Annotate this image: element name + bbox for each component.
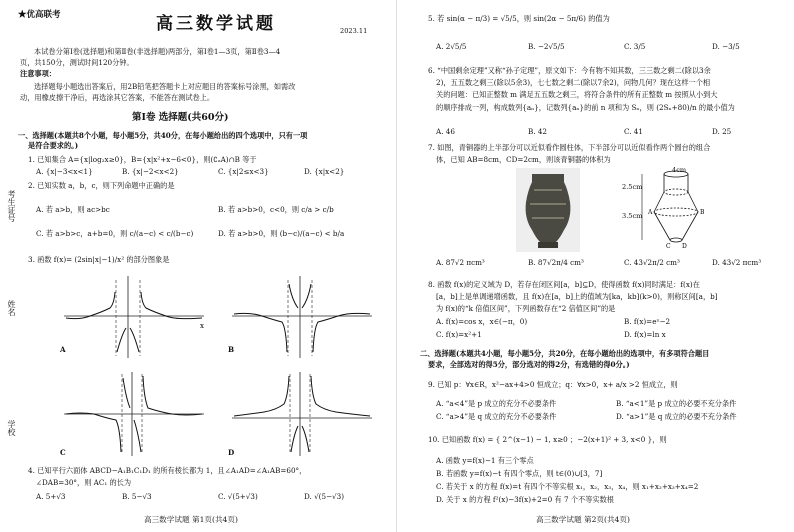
- question-2: 2. 已知实数 a，b，c，则下列命题中正确的是: [28, 181, 175, 190]
- part-heading: 是符合要求的。): [28, 141, 79, 150]
- option: C. 若关于 x 的方程 f(x)=t 有四个不等实根 x₁，x₂，x₃，x₄，则 x₁+x₂+x₃+x₄=2: [436, 482, 699, 491]
- option: C. √(5+√3): [218, 492, 258, 501]
- option: C. 若 a>b>c，a+b=0，则 c/(a−c) < c/(b−c): [36, 229, 194, 238]
- vessel-geometry-diagram: [628, 166, 720, 256]
- graph-label-b: B: [228, 345, 235, 354]
- graph-b: [228, 272, 376, 360]
- question-6: 6. “中国剩余定理”又称“孙子定理”，原文如下：今有物不知其数，三三数之剩二(除以3余: [428, 66, 711, 75]
- question-6-cont: 2)，五五数之剩三(除以5余3)，七七数之剩二(除以7余2)，问物几何？现在这样一个相: [436, 78, 711, 87]
- question-8-cont: 为 f(x)的“k 倍值区间”，下列函数存在“2 倍值区间”的是: [436, 304, 616, 313]
- option: B. f(x)=eˣ−2: [624, 317, 671, 326]
- graph-label-a: A: [60, 345, 66, 354]
- graph-label-d: D: [228, 448, 235, 457]
- dim-label: 4cm: [672, 166, 687, 174]
- option: D. −3/5: [712, 42, 740, 51]
- part-heading: 一、选择题(本题共8个小题，每小题5分，共40分，在每小题给出的四个选项中，只有一项: [18, 131, 308, 140]
- option: D. “a>1”是 q 成立的必要不充分条件: [616, 412, 737, 421]
- option: A. 函数 y=f(x)−1 有三个零点: [436, 456, 534, 465]
- option: A. {x|−3<x<1}: [36, 167, 93, 176]
- option: A. 5+√3: [36, 492, 66, 501]
- side-label-school: 学校: [7, 420, 16, 436]
- section-heading: 第Ⅰ卷 选择题(共60分): [132, 112, 229, 123]
- graph-c: [60, 368, 208, 458]
- part-heading: 二、选择题(本题共4小题，每小题5分，共20分，在每小题给出的选项中，有多项符合题目: [420, 349, 710, 358]
- option: A. 若 a>b，则 ac>bc: [36, 205, 110, 214]
- svg-text:D: D: [682, 243, 687, 250]
- intro-line: 本试卷分第Ⅰ卷(选择题)和第Ⅱ卷(非选择题)两部分，第Ⅰ卷1—3页，第Ⅱ卷3—4: [34, 47, 281, 56]
- option: D. 关于 x 的方程 f²(x)−3f(x)+2=0 有 7 个不等实数根: [436, 495, 614, 504]
- question-6-cont: 关的问题：已知正整数 m 满足五五数之剩三，将符合条件的所有正整数 m 按照从小到大: [436, 90, 718, 99]
- option: A. 2√5/5: [436, 42, 467, 51]
- option: D. √(5−√3): [304, 492, 345, 501]
- question-6-cont: 的顺序排成一列，构成数列{aₙ}，记数列{aₙ}的前 n 项和为 Sₙ，则 (2Sₙ+80)/n 的最小值为: [436, 103, 735, 112]
- option: C. f(x)=x²+1: [436, 330, 482, 339]
- option: B. 若 a>b>0，c<0，则 c/a > c/b: [218, 205, 334, 214]
- svg-text:B: B: [700, 209, 705, 216]
- svg-text:C: C: [666, 243, 671, 250]
- option: A. 87√2 πcm³: [436, 258, 485, 267]
- option: A. f(x)=cos x，x∈(−π，0): [436, 317, 528, 326]
- option: D. {x|x<2}: [304, 167, 345, 176]
- svg-text:x: x: [200, 322, 204, 330]
- option: B. −2√5/5: [528, 42, 565, 51]
- page-title: 高三数学试题: [156, 14, 276, 34]
- question-7-cont: 体，已知 AB=8cm，CD=2cm，则该青铜器的体积为: [436, 155, 611, 164]
- option: A. “a<4”是 p 成立的充分不必要条件: [436, 399, 557, 408]
- dim-label: 2.5cm: [622, 183, 643, 191]
- question-8-cont: [a，b]上是单调递增函数，且 f(x)在[a，b]上的值域为[ka，kb](k>0)，则称区间[a，b]: [436, 292, 718, 301]
- dim-label: 3.5cm: [622, 212, 643, 220]
- graph-label-c: C: [60, 448, 66, 457]
- graph-d: [228, 368, 376, 458]
- option: C. 43√2π/2 cm³: [624, 258, 680, 267]
- option: B. 5−√3: [122, 492, 152, 501]
- option: A. 46: [436, 127, 455, 136]
- option: D. f(x)=ln x: [624, 330, 666, 339]
- option: D. 25: [712, 127, 732, 136]
- page-footer: 高三数学试题 第2页(共4页): [536, 515, 630, 524]
- option: C. 41: [624, 127, 643, 136]
- question-5: 5. 若 sin(α − π/3) = √5/5，则 sin(2α − 5π/6) 的值为: [428, 14, 610, 23]
- notes-heading: 注意事项：: [20, 69, 56, 78]
- option: D. 若 a>b>0，则 (b−c)/(a−c) < b/a: [218, 229, 345, 238]
- question-8: 8. 函数 f(x)的定义域为 D，若存在闭区间[a，b]⊆D，使得函数 f(x)同时满足：f(x)在: [428, 280, 700, 289]
- option: C. “a>4”是 q 成立的充分不必要条件: [436, 412, 557, 421]
- exam-date: 2023.11: [340, 27, 368, 35]
- intro-line: 页，共150分，测试时间120分钟。: [20, 58, 134, 67]
- option: C. {x|2≤x<3}: [218, 167, 269, 176]
- question-4-cont: ∠DAB=30°，则 AC₁ 的长为: [36, 478, 132, 487]
- question-7: 7. 如图，青铜器的上半部分可以近似看作圆柱体，下半部分可以近似看作两个圆台的组合: [428, 143, 711, 152]
- question-9: 9. 已知 p：∀x∈R，x²−ax+4>0 恒成立；q：∀x>0，x+ a/x >2 恒成立，则: [428, 380, 678, 389]
- option: B. “a<1”是 p 成立的必要不充分条件: [616, 399, 737, 408]
- option: B. {x|−2<x<2}: [122, 167, 179, 176]
- intro-line: 动，用橡皮擦干净后，再选涂其它答案，不能答在测试卷上。: [20, 93, 215, 102]
- option: B. 42: [528, 127, 547, 136]
- exam-badge: ★优高联考: [18, 10, 61, 20]
- question-10: 10. 已知函数 f(x) = { 2^(x−1) − 1, x≥0 ；−2(x+1)² + 3, x<0 }，则: [428, 435, 667, 444]
- side-label-name: 姓名: [7, 300, 16, 316]
- svg-text:A: A: [648, 209, 653, 216]
- graph-a: [60, 272, 208, 360]
- option: D. 43√2 πcm³: [712, 258, 762, 267]
- side-label-exam-id: 考生证号: [7, 190, 16, 222]
- right-page: [400, 0, 794, 532]
- option: C. 3/5: [624, 42, 646, 51]
- option: B. 若函数 y=f(x)−t 有四个零点，则 t∈(0)∪[3，7]: [436, 469, 603, 478]
- part-heading: 要求，全部选对的得5分，部分选对的得2分，有选错的得0分。): [428, 360, 630, 369]
- intro-line: 选择题每小题选出答案后，用2B铅笔把答题卡上对应题目的答案标号涂黑，如需改: [34, 82, 296, 91]
- question-4: 4. 已知平行六面体 ABCD−A₁B₁C₁D₁ 的所有棱长都为 1，且∠A₁AD=∠A₁AB=60°，: [28, 466, 307, 475]
- question-1: 1. 已知集合 A={x|log₂x≥0}，B={x|x²+x−6<0}，则(∁ₐA)∩B 等于: [28, 155, 257, 164]
- option: B. 87√2π/4 cm³: [528, 258, 584, 267]
- bronze-vessel-image: [516, 168, 580, 252]
- page-footer: 高三数学试题 第1页(共4页): [144, 515, 238, 524]
- question-3: 3. 函数 f(x)= (2sin|x|−1)/x² 的部分图象是: [28, 255, 170, 264]
